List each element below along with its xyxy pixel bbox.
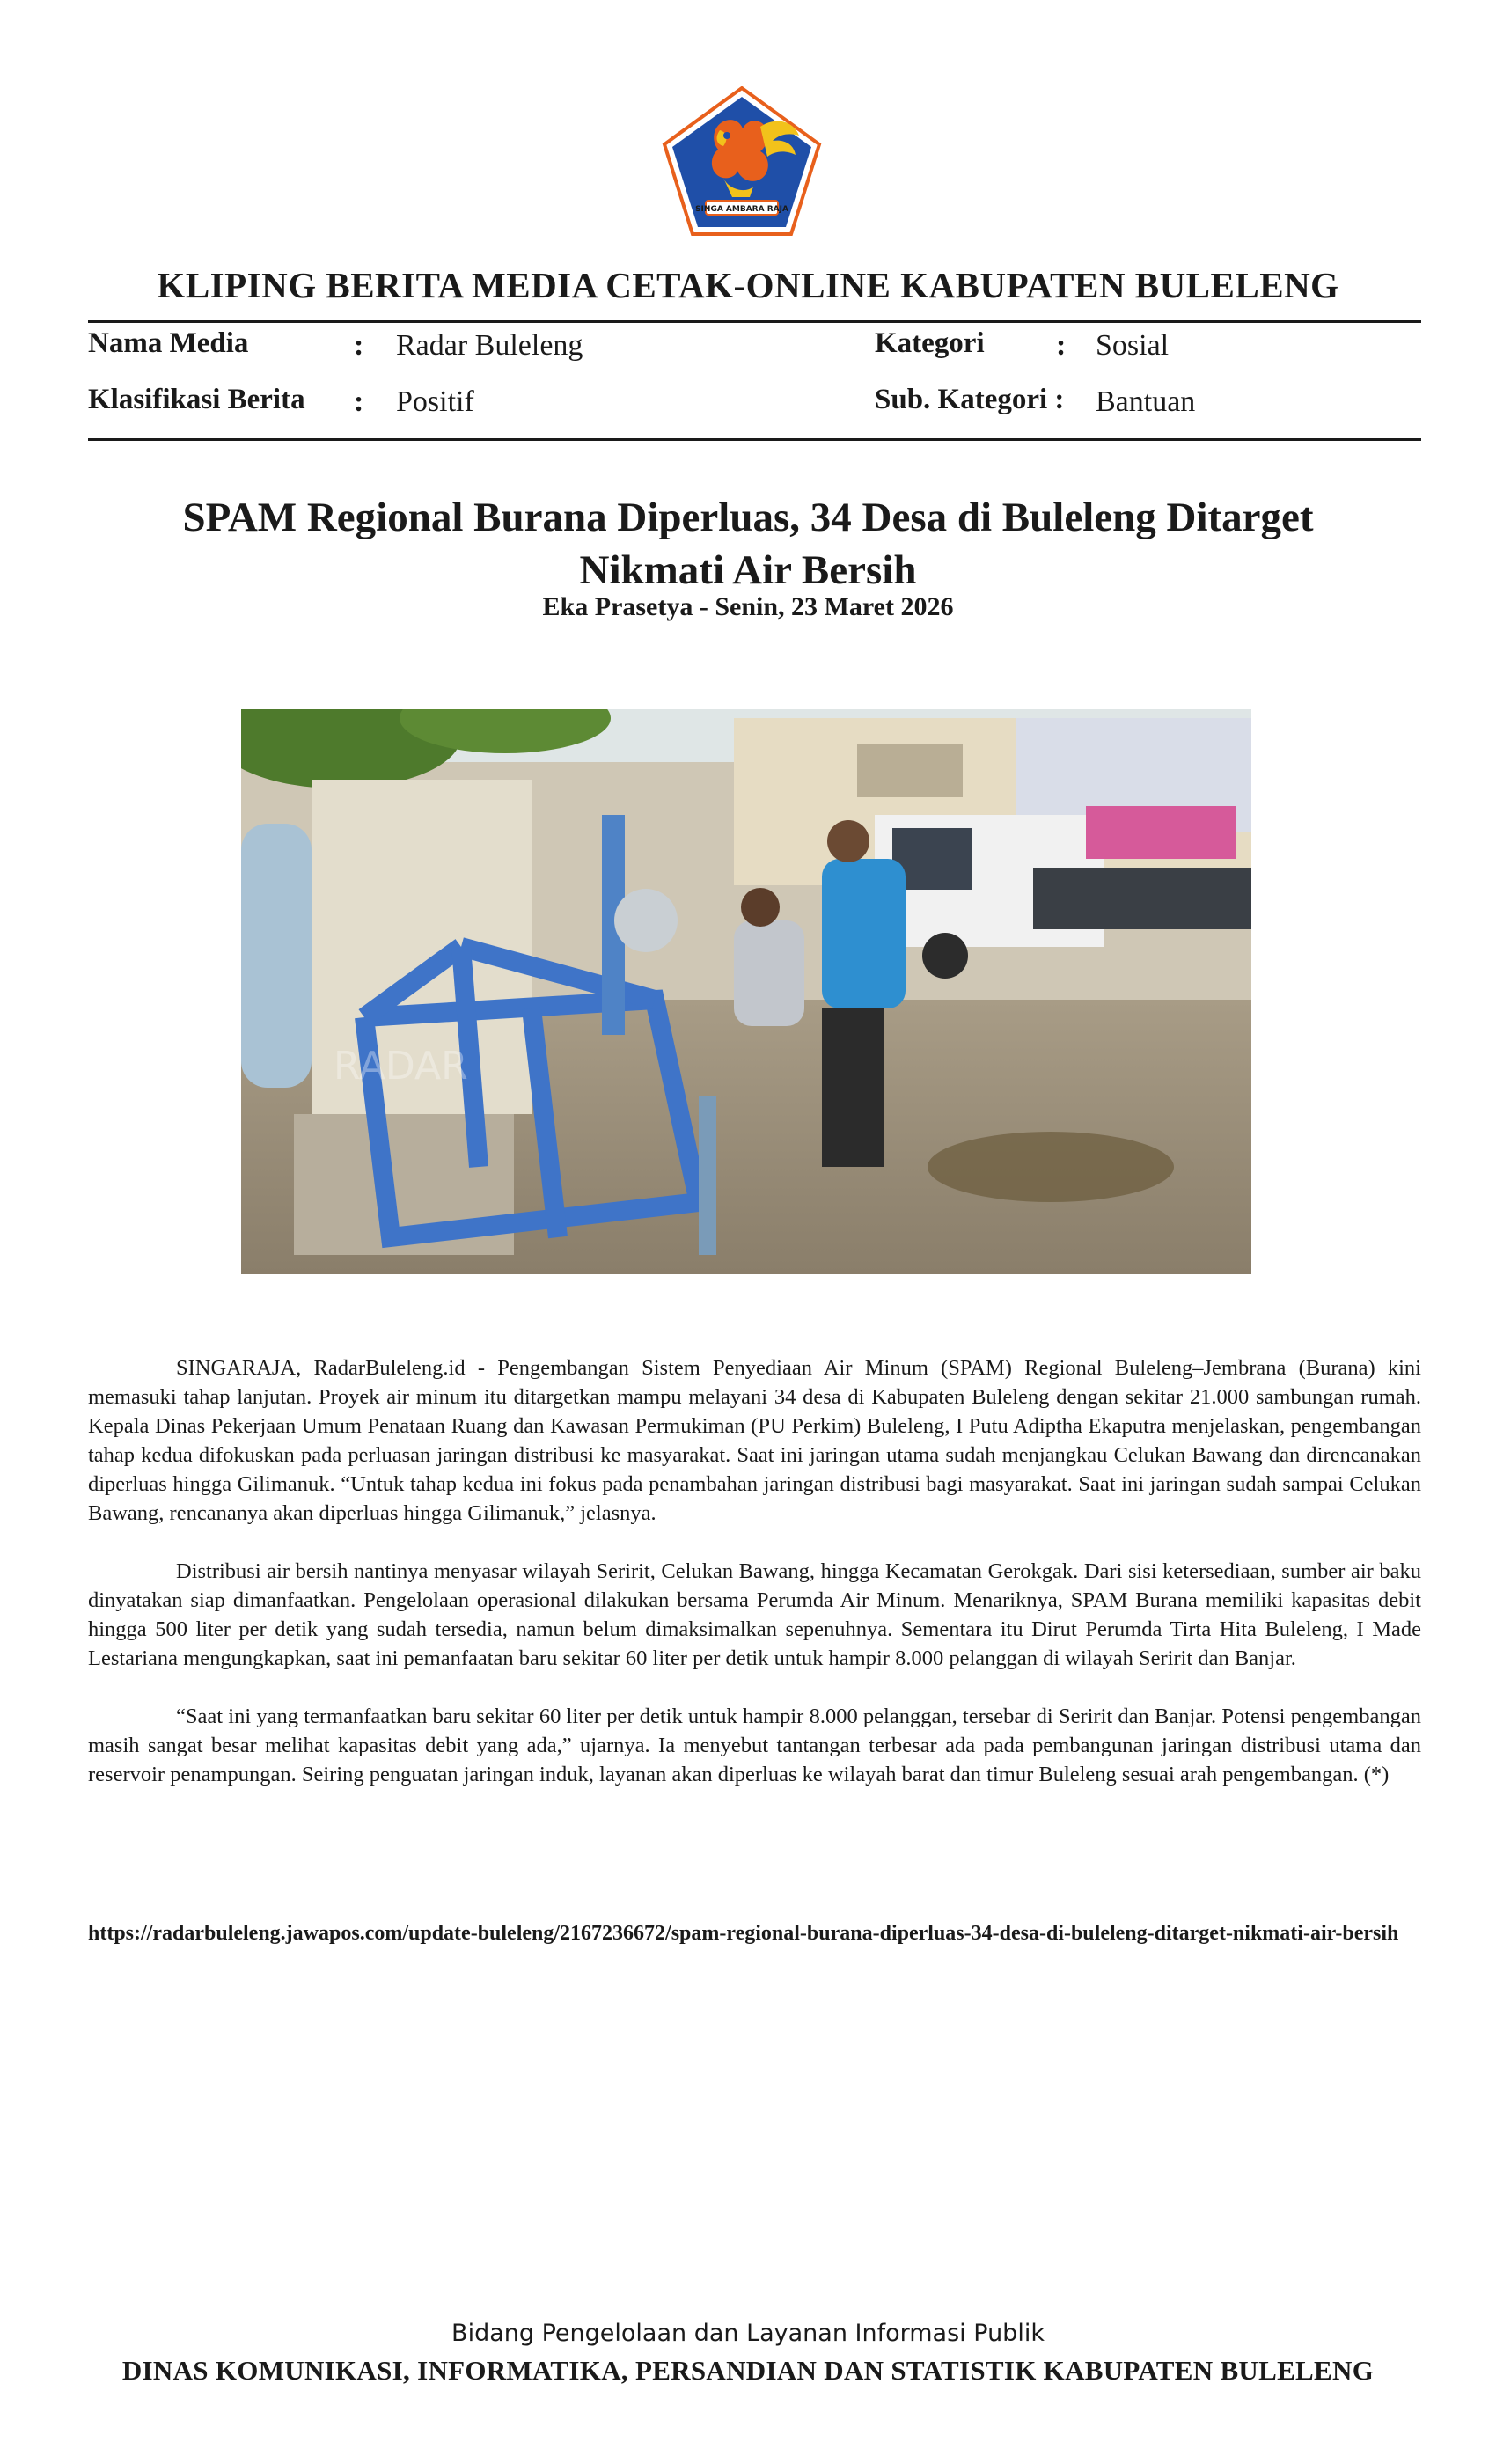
logo-motto: SINGA AMBARA RAJA — [695, 205, 788, 214]
classification-colon: : — [354, 385, 364, 418]
media-label: Nama Media — [88, 327, 249, 359]
article-paragraph: SINGARAJA, RadarBuleleng.id - Pengembangan Sistem Penyediaan Air Minum (SPAM) Regional Buleleng–Jembrana (Burana) kini memasuki tahap lanjutan. Proyek air minum itu ditargetkan mampu melayani 34 desa di Kabupaten Buleleng dengan sekitar 21.000 sambungan rumah. Kepala Dinas Pekerjaan Umum Penataan Ruang dan Kawasan Permukiman (PU Perkim) Buleleng, I Putu Adiptha Ekaputra menjelaskan, pengembangan tahap kedua difokuskan pada perluasan jaringan distribusi ke masyarakat. Saat ini jaringan utama sudah menjangkau Celukan Bawang dan direncanakan diperluas hingga Gilimanuk. “Untuk tahap kedua ini fokus pada penambahan jaringan distribusi bagi masyarakat. Saat ini jaringan sudah sampai Celukan Bawang, rencananya akan diperluas hingga Gilimanuk,” jelasnya. — [88, 1356, 1421, 1525]
news-photo — [241, 709, 1251, 1274]
masthead-title: KLIPING BERITA MEDIA CETAK-ONLINE KABUPATEN BULELENG — [157, 265, 1339, 305]
article-byline: Eka Prasetya - Senin, 23 Maret 2026 — [542, 592, 954, 621]
article-paragraph: “Saat ini yang termanfaatkan baru sekitar 60 liter per detik untuk hampir 8.000 pelanggan, tersebar di Seririt dan Banjar. Potensi pengembangan masih sangat besar melihat kapasitas debit yang ada,” ujarnya. Ia menyebut tantangan terbesar ada pada pembangunan jaringan distribusi utama dan reservoir penampungan. Seiring penguatan jaringan induk, layanan akan diperluas ke wilayah barat dan timur Buleleng sesuai arah pengembangan. (*) — [88, 1705, 1421, 1786]
footer-department: Bidang Pengelolaan dan Layanan Informasi Publik — [451, 2320, 1045, 2347]
subcategory-label: Sub. Kategori : — [875, 384, 1065, 415]
buleleng-regency-logo — [662, 86, 822, 236]
photo-watermark: RADAR — [334, 1044, 468, 1089]
article-title — [88, 491, 1408, 597]
category-label: Kategori — [875, 327, 985, 359]
media-value: Radar Buleleng — [396, 329, 583, 362]
divider-bottom — [88, 438, 1421, 441]
article-body — [88, 1353, 1421, 1818]
article-title-line2: Nikmati Air Bersih — [579, 547, 917, 593]
classification-label: Klasifikasi Berita — [88, 384, 305, 415]
footer-agency: DINAS KOMUNIKASI, INFORMATIKA, PERSANDIAN DAN STATISTIK KABUPATEN BULELENG — [121, 2355, 1375, 2386]
media-colon: : — [354, 329, 364, 362]
article-paragraph: Distribusi air bersih nantinya menyasar wilayah Seririt, Celukan Bawang, hingga Kecamatan Gerokgak. Dari sisi ketersediaan, sumber air baku dinyatakan siap dimanfaatkan. Pengelolaan operasional dilakukan bersama Perumda Air Minum. Menariknya, SPAM Burana memiliki kapasitas debit hingga 500 liter per detik yang sudah tersedia, namun belum dimaksimalkan sepenuhnya. Sementara itu Dirut Perumda Tirta Hita Buleleng, I Made Lestariana mengungkapkan, saat ini pemanfaatan baru sekitar 60 liter per detik untuk hampir 8.000 pelanggan di wilayah Seririt dan Banjar. — [88, 1559, 1421, 1670]
article-title-line1: SPAM Regional Burana Diperluas, 34 Desa di Buleleng Ditarget — [182, 495, 1314, 540]
category-value: Sosial — [1096, 329, 1170, 362]
source-url-link[interactable]: https://radarbuleleng.jawapos.com/update-buleleng/2167236672/spam-regional-burana-diperluas-34-desa-di-buleleng-ditarget-nikmati-air-bersih — [88, 1922, 1399, 1945]
subcategory-value: Bantuan — [1096, 385, 1196, 418]
classification-value: Positif — [396, 385, 474, 418]
category-colon: : — [1056, 329, 1067, 362]
divider-top — [88, 320, 1421, 323]
